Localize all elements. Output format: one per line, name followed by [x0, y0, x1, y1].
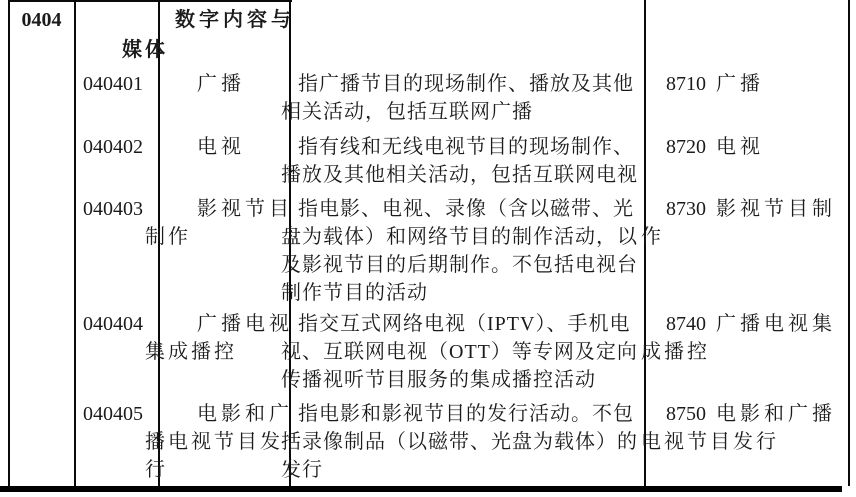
category-description-line: 盘为载体）和网络节目的制作活动，以: [281, 226, 638, 248]
table-row: [0, 195, 856, 307]
category-name-line: 电影和广: [197, 403, 293, 425]
table-rows: [0, 70, 856, 484]
category-description-line: 指有线和无线电视节目的现场制作、: [298, 136, 634, 158]
header-category-name-line1: 数字内容与: [175, 9, 295, 31]
category-code: 040401: [83, 73, 143, 95]
header-category-code: 0404: [21, 9, 62, 31]
category-name-line: 影视节目: [197, 198, 293, 220]
category-name-line: 集成播控: [145, 341, 237, 363]
industry-reference-line: [666, 195, 836, 223]
table-row: [0, 400, 856, 484]
table-row: [0, 133, 856, 189]
industry-name-wrap-line: 电视节目发行: [641, 431, 779, 453]
category-description-line: 指电影和影视节目的发行活动。不包: [298, 403, 634, 425]
industry-reference-line: [666, 70, 764, 98]
category-description-line: 指交互式网络电视（IPTV）、手机电: [298, 313, 631, 335]
category-code: 040403: [83, 198, 143, 220]
industry-reference-line: [666, 400, 836, 428]
industry-reference-line: [666, 310, 836, 338]
category-description-line: 相关活动，包括互联网广播: [281, 101, 533, 123]
category-description-line: 发行: [281, 459, 323, 481]
category-code: 040405: [83, 403, 143, 425]
category-description-line: 指广播节目的现场制作、播放及其他: [298, 73, 634, 95]
industry-name: 影视节目制: [716, 198, 836, 220]
category-description-line: 视、互联网电视（OTT）等专网及定向: [281, 341, 638, 363]
industry-name-wrap-line: 作: [641, 226, 664, 248]
category-name-line: 广播电视: [197, 313, 293, 335]
industry-name-wrap-line: 成播控: [641, 341, 710, 363]
industry-code: 8710: [666, 73, 706, 95]
industry-reference-line: [666, 133, 764, 161]
industry-name: 广播: [716, 73, 764, 95]
industry-code: 8730: [666, 198, 706, 220]
category-description-line: 及影视节目的后期制作。不包括电视台: [281, 254, 638, 276]
table-row: [0, 310, 856, 394]
category-description-line: 指电影、电视、录像（含以磁带、光: [298, 198, 634, 220]
category-description-line: 传播视听节目服务的集成播控活动: [281, 369, 596, 391]
category-name-line: 播电视节目发: [145, 431, 283, 453]
category-code: 040402: [83, 136, 143, 158]
industry-name: 电视: [716, 136, 764, 158]
header-category-name-line2: 媒体: [122, 39, 168, 61]
category-name-line: 广播: [197, 73, 245, 95]
industry-code: 8740: [666, 313, 706, 335]
industry-name: 电影和广播: [716, 403, 836, 425]
table-border-bottom-thick: [0, 486, 842, 492]
category-description-line: 括录像制品（以磁带、光盘为载体）的: [281, 431, 638, 453]
category-name-line: 行: [145, 459, 168, 481]
category-description-line: 播放及其他相关活动，包括互联网电视: [281, 164, 638, 186]
industry-name: 广播电视集: [716, 313, 836, 335]
category-description-line: 制作节目的活动: [281, 282, 428, 304]
category-name-line: 电视: [197, 136, 245, 158]
industry-code: 8720: [666, 136, 706, 158]
category-name-line: 制作: [145, 226, 191, 248]
category-code: 040404: [83, 313, 143, 335]
industry-code: 8750: [666, 403, 706, 425]
table-border-top: [8, 0, 292, 2]
table-row: [0, 70, 856, 126]
